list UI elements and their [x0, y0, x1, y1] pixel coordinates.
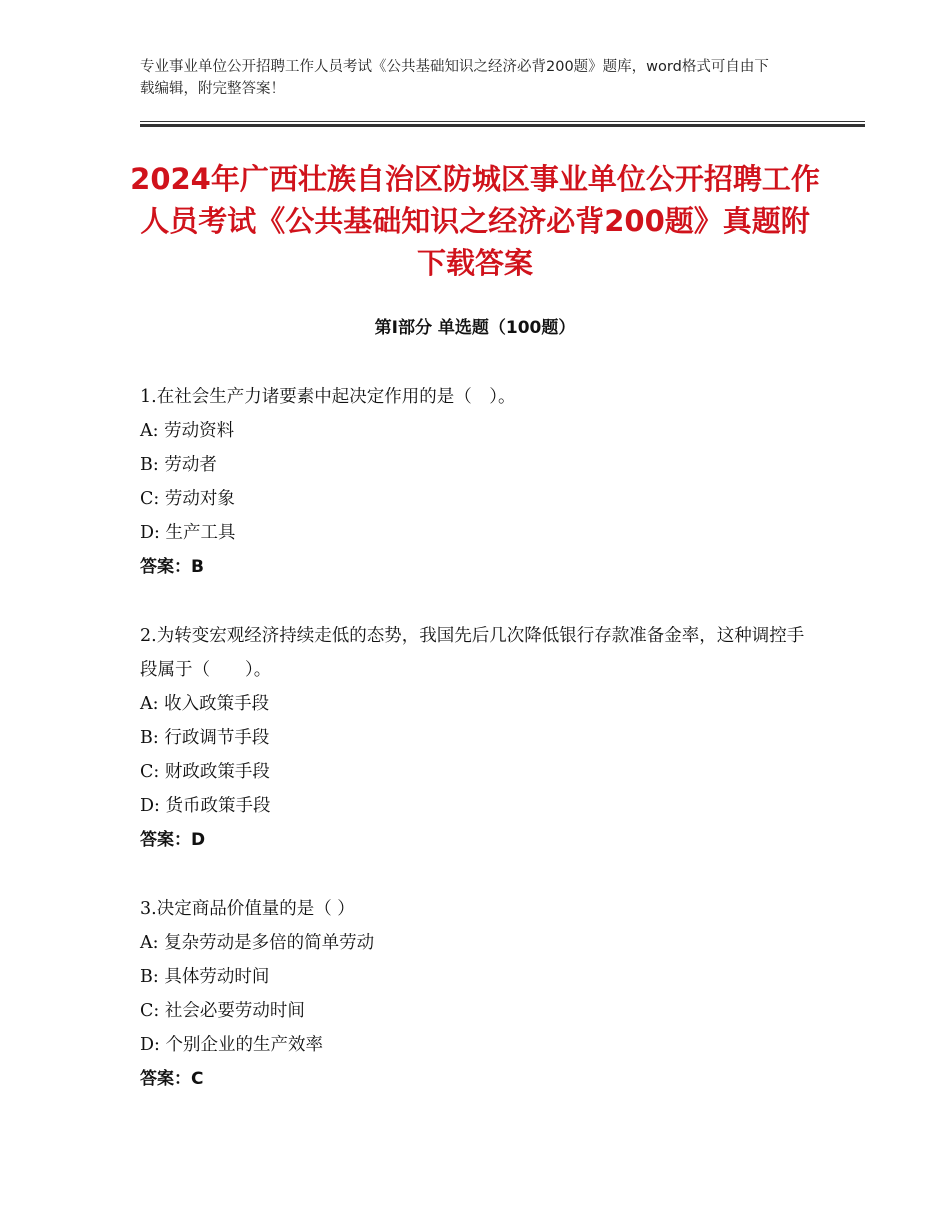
question-stem: 2.为转变宏观经济持续走低的态势，我国先后几次降低银行存款准备金率，这种调控手段属于（ ）。 — [140, 626, 805, 680]
option-a: A: 复杂劳动是多倍的简单劳动 — [140, 933, 375, 953]
option-c: C: 财政政策手段 — [140, 762, 270, 782]
question-2 — [140, 619, 810, 857]
question-stem: 1.在社会生产力诸要素中起决定作用的是（ ）。 — [140, 387, 516, 407]
option-a: A: 收入政策手段 — [140, 694, 270, 714]
option-c: C: 社会必要劳动时间 — [140, 1001, 305, 1021]
option-b: B: 劳动者 — [140, 455, 217, 475]
answer-line: 答案：B — [140, 557, 204, 577]
question-1 — [140, 380, 810, 584]
option-b: B: 行政调节手段 — [140, 728, 270, 748]
option-d: D: 生产工具 — [140, 523, 236, 543]
option-d: D: 货币政策手段 — [140, 796, 271, 816]
option-b: B: 具体劳动时间 — [140, 967, 270, 987]
header-divider-thin — [140, 121, 865, 122]
header-note: 专业事业单位公开招聘工作人员考试《公共基础知识之经济必背200题》题库，word格式可自由下载编辑，附完整答案！ — [140, 59, 769, 97]
header-divider-thick — [140, 124, 865, 127]
question-3 — [140, 892, 810, 1096]
question-stem: 3.决定商品价值量的是（ ） — [140, 899, 355, 919]
answer-line: 答案：D — [140, 830, 206, 850]
option-a: A: 劳动资料 — [140, 421, 235, 441]
option-d: D: 个别企业的生产效率 — [140, 1035, 323, 1055]
section-title: 第Ⅰ部分 单选题（100题） — [374, 318, 576, 338]
document-title: 2024年广西壮族自治区防城区事业单位公开招聘工作人员考试《公共基础知识之经济必背200题》真题附下载答案 — [130, 162, 820, 280]
answer-line: 答案：C — [140, 1069, 204, 1089]
option-c: C: 劳动对象 — [140, 489, 235, 509]
